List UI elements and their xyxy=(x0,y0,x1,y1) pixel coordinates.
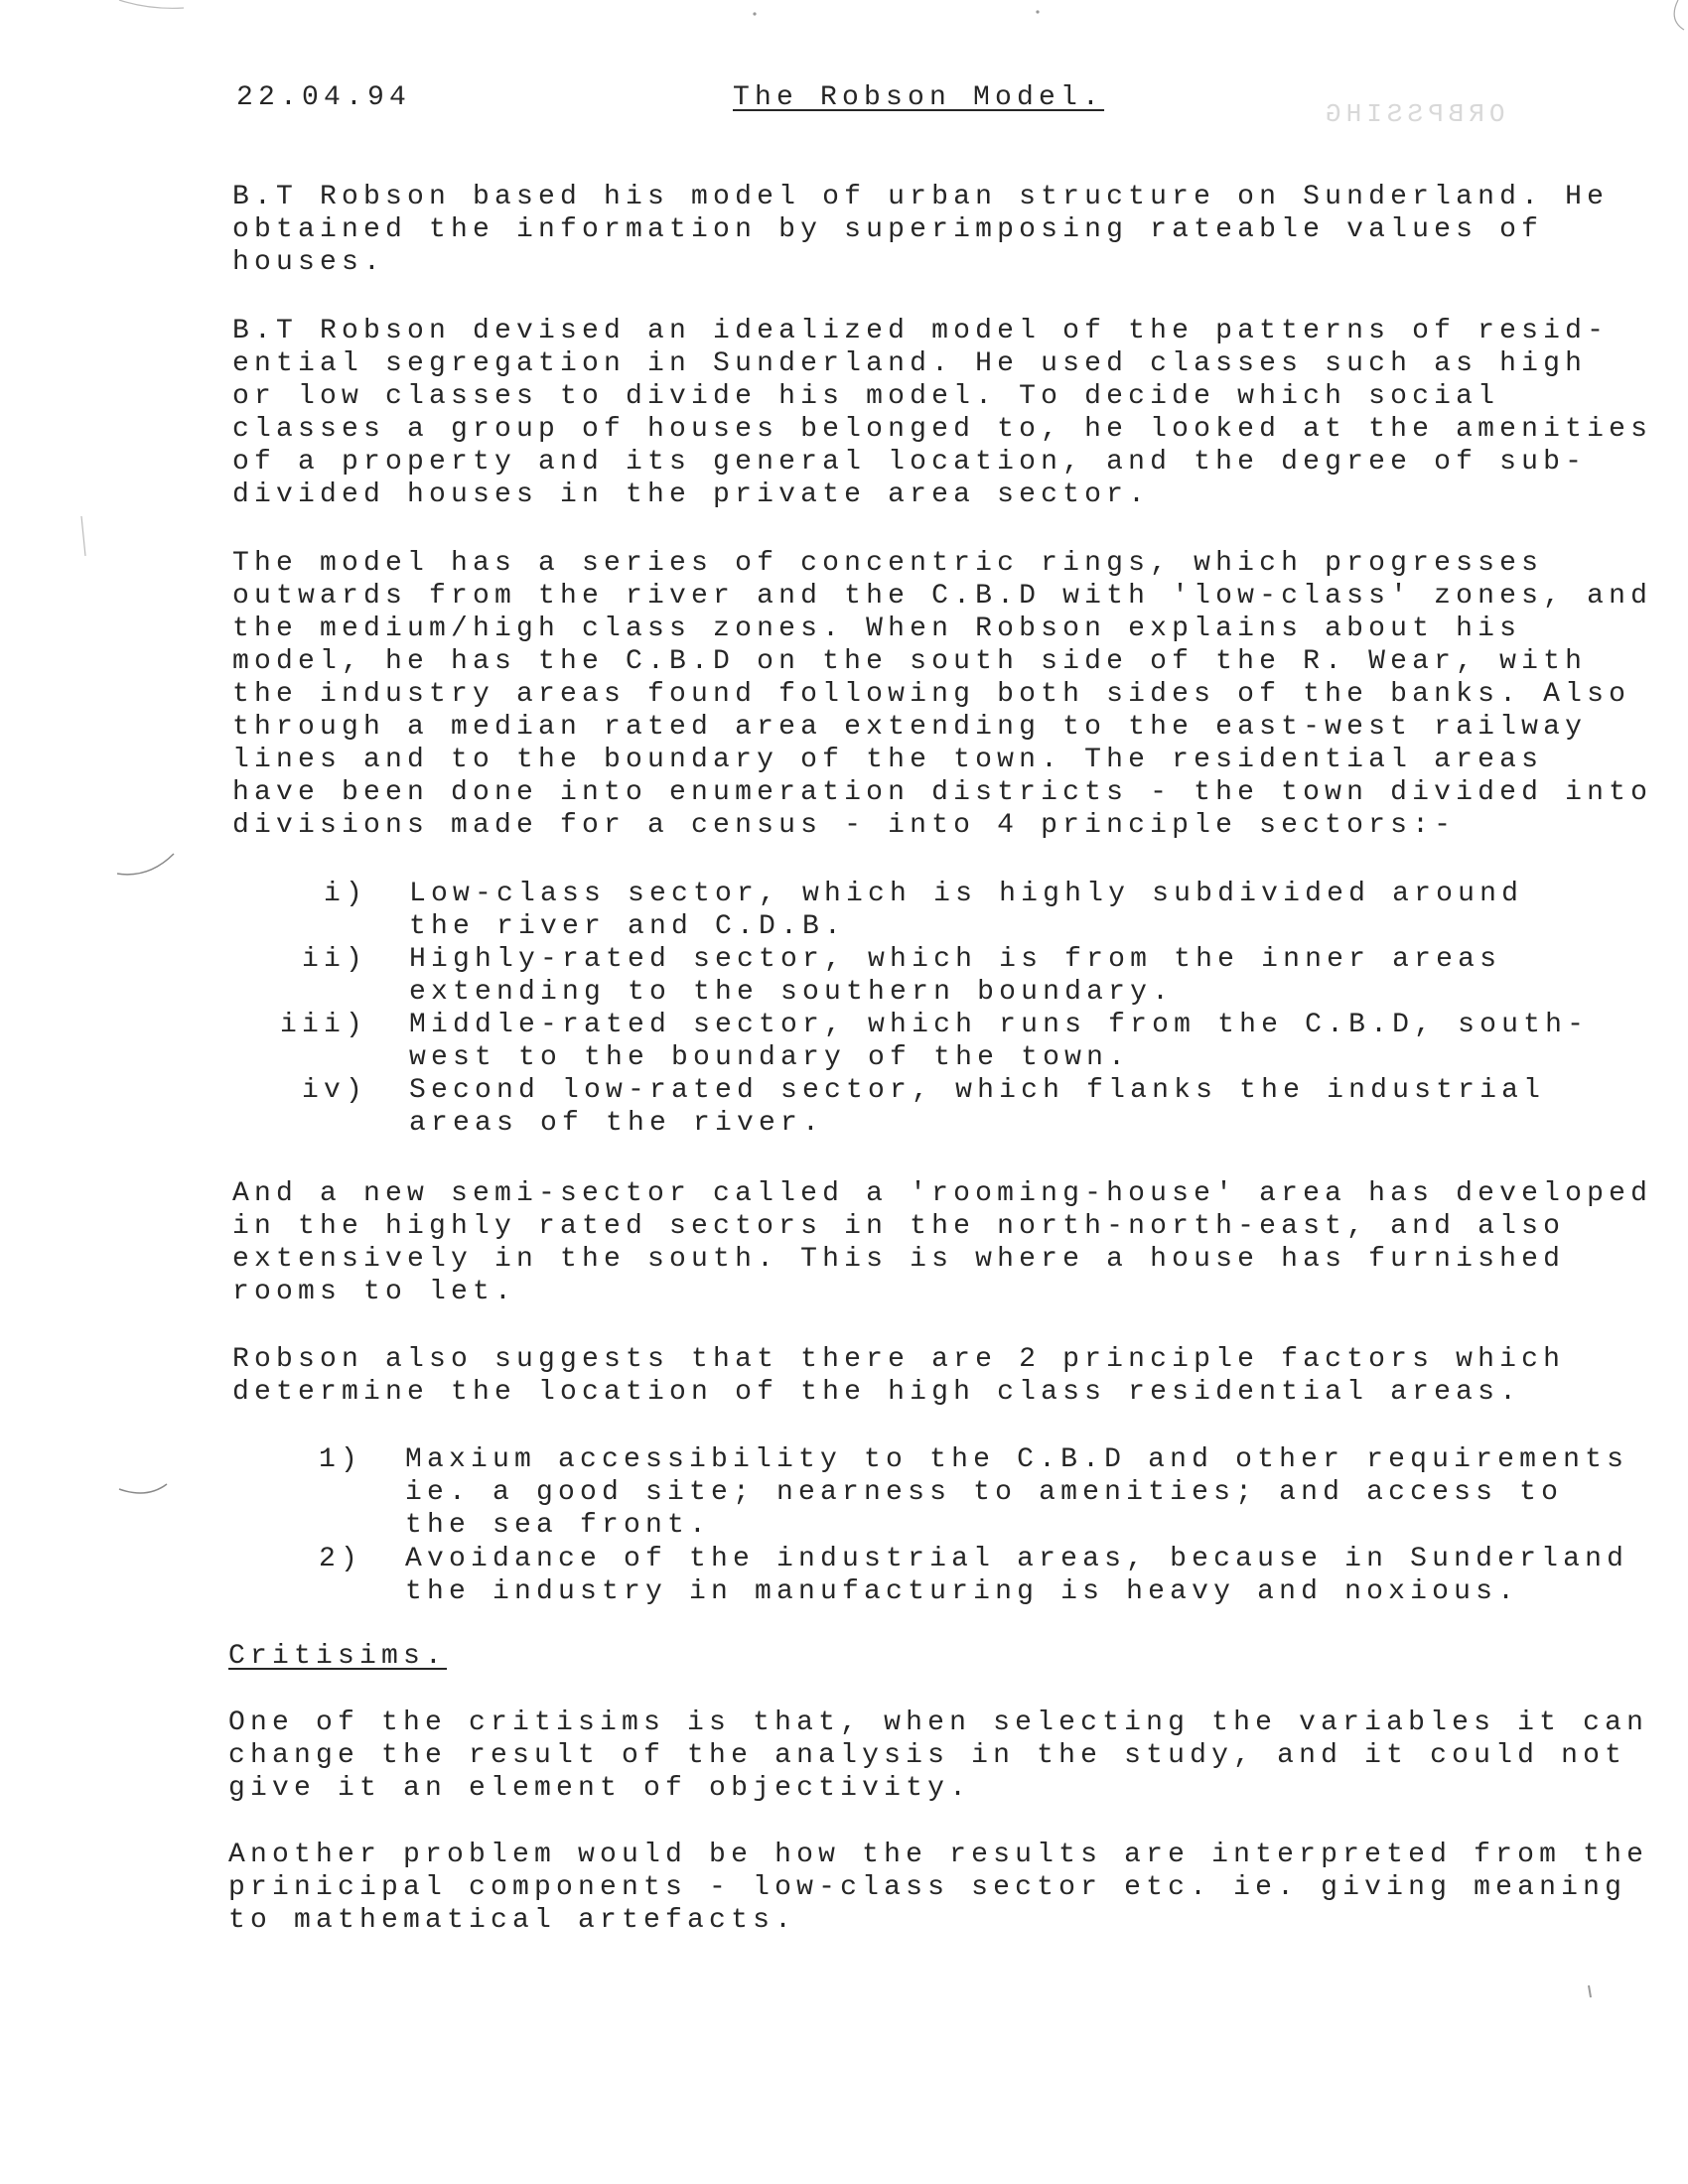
text-line: Second low-rated sector, which flanks the industrial xyxy=(409,1075,1546,1106)
text-line: ie. a good site; nearness to amenities; and access to xyxy=(405,1477,1564,1508)
text-line: or low classes to divide his model. To decide which social xyxy=(232,381,1500,412)
text-line: the medium/high class zones. When Robson explains about his xyxy=(232,614,1522,644)
list-item xyxy=(0,943,1688,1009)
text-line: give it an element of objectivity. xyxy=(228,1773,972,1804)
paragraph-intro xyxy=(232,181,1609,279)
list-number: iii) xyxy=(279,1010,367,1040)
text-line: ential segregation in Sunderland. He used classes such as high xyxy=(232,348,1588,379)
sector-list xyxy=(0,878,1688,1140)
list-number: iv) xyxy=(301,1075,367,1106)
text-line: classes a group of houses belonged to, he looked at the amenities xyxy=(232,414,1653,445)
text-line: of a property and its general location, and the degree of sub- xyxy=(232,447,1588,478)
show-through-text: ORBPSSIHG xyxy=(1321,99,1505,129)
text-line: divisions made for a census - into 4 principle sectors:- xyxy=(232,810,1457,841)
text-line: the industry areas found following both sides of the banks. Also xyxy=(232,679,1631,710)
list-item xyxy=(0,1074,1688,1140)
criticisms-heading: Critisims. xyxy=(228,1641,448,1672)
text-line: model, he has the C.B.D on the south side of the R. Wear, with xyxy=(232,646,1588,677)
text-line: B.T Robson devised an idealized model of the patterns of resid- xyxy=(232,316,1610,346)
text-line: extensively in the south. This is where a house has furnished xyxy=(232,1244,1566,1275)
text-line: Another problem would be how the results are interpreted from the xyxy=(228,1840,1649,1870)
list-item xyxy=(0,1443,1688,1543)
text-line: Middle-rated sector, which runs from the C.B.D, south- xyxy=(409,1010,1590,1040)
list-number: i) xyxy=(323,879,367,909)
text-line: obtained the information by superimposing rateable values of xyxy=(232,214,1544,245)
list-number: 1) xyxy=(318,1444,362,1475)
text-line: prinicipal components - low-class sector etc. ie. giving meaning xyxy=(228,1872,1627,1903)
text-line: determine the location of the high class residential areas. xyxy=(232,1377,1522,1408)
text-line: Robson also suggests that there are 2 principle factors which xyxy=(232,1344,1566,1375)
list-number: ii) xyxy=(301,944,367,975)
text-line: in the highly rated sectors in the north-north-east, and also xyxy=(232,1211,1566,1242)
text-line: areas of the river. xyxy=(409,1108,825,1139)
text-line: extending to the southern boundary. xyxy=(409,977,1175,1008)
text-line: outwards from the river and the C.B.D with 'low-class' zones, and xyxy=(232,581,1653,612)
text-line: rooms to let. xyxy=(232,1277,517,1307)
paragraph-criticism-2 xyxy=(228,1839,1648,1937)
text-line: B.T Robson based his model of urban structure on Sunderland. He xyxy=(232,182,1610,212)
text-line: The model has a series of concentric rings, which progresses xyxy=(232,548,1544,579)
text-line: to mathematical artefacts. xyxy=(228,1905,797,1936)
paragraph-rooming-house xyxy=(232,1177,1652,1308)
text-line: Maxium accessibility to the C.B.D and other requirements xyxy=(405,1444,1629,1475)
text-line: through a median rated area extending to the east-west railway xyxy=(232,712,1588,743)
text-line: One of the critisims is that, when selecting the variables it can xyxy=(228,1707,1649,1738)
paragraph-criticism-1 xyxy=(228,1706,1648,1805)
document-date: 22.04.94 xyxy=(236,82,412,113)
list-item xyxy=(0,1009,1688,1074)
text-line: the sea front. xyxy=(405,1510,712,1541)
text-line: have been done into enumeration districts - the town divided into xyxy=(232,777,1653,808)
paragraph-concentric-rings xyxy=(232,547,1652,842)
text-line: Low-class sector, which is highly subdivided around xyxy=(409,879,1524,909)
list-item xyxy=(0,878,1688,943)
text-line: lines and to the boundary of the town. The residential areas xyxy=(232,745,1544,775)
text-line: houses. xyxy=(232,247,386,278)
paragraph-factors xyxy=(232,1343,1565,1409)
text-line: divided houses in the private area sector. xyxy=(232,479,1151,510)
paragraph-model-description xyxy=(232,315,1652,511)
text-line: west to the boundary of the town. xyxy=(409,1042,1131,1073)
text-line: change the result of the analysis in the study, and it could not xyxy=(228,1740,1627,1771)
text-line: the industry in manufacturing is heavy and noxious. xyxy=(405,1576,1520,1607)
document-title: The Robson Model. xyxy=(733,82,1105,113)
text-line: the river and C.D.B. xyxy=(409,911,847,942)
text-line: And a new semi-sector called a 'rooming-house' area has developed xyxy=(232,1178,1653,1209)
list-number: 2) xyxy=(318,1544,362,1574)
text-line: Highly-rated sector, which is from the inner areas xyxy=(409,944,1502,975)
text-line: Avoidance of the industrial areas, because in Sunderland xyxy=(405,1544,1629,1574)
factor-list xyxy=(0,1443,1688,1608)
list-item xyxy=(0,1543,1688,1608)
